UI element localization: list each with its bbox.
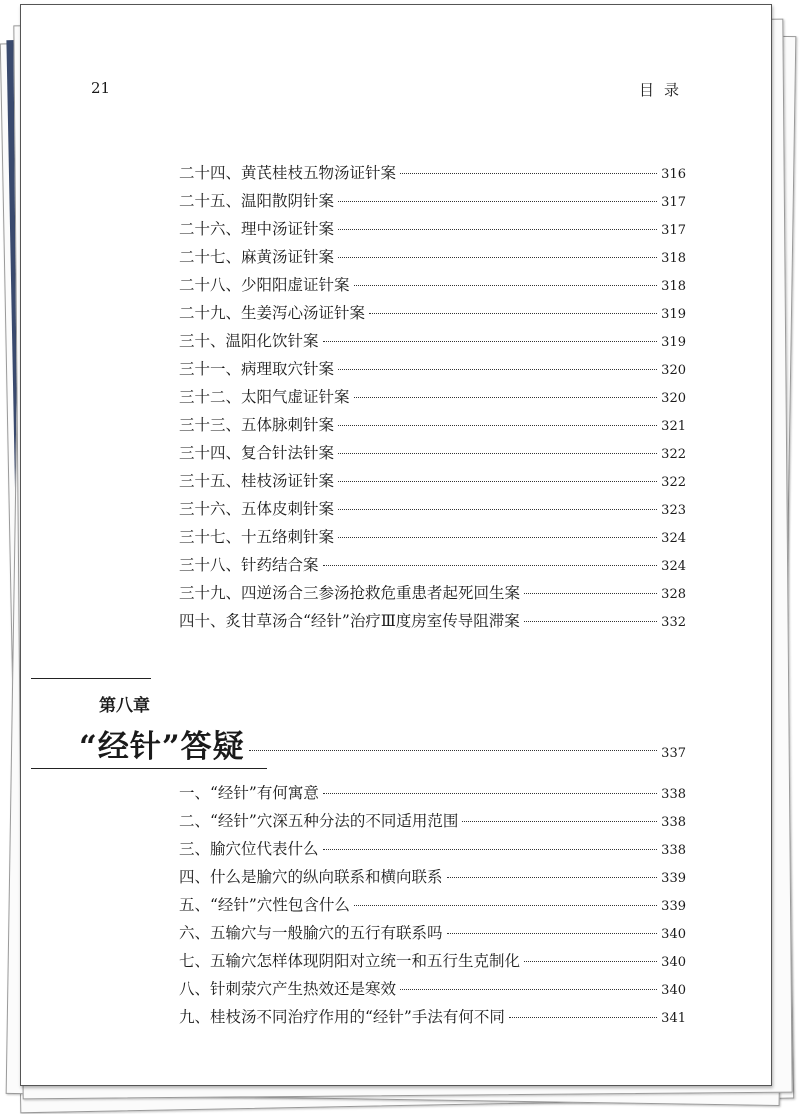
toc-entry-page: 338 — [661, 815, 686, 830]
toc-entry-page: 322 — [661, 447, 686, 462]
toc-entry-label: 八、针刺荥穴产生热效还是寒效 — [179, 980, 397, 998]
toc-entry — [179, 525, 686, 549]
leader-dots — [338, 509, 657, 510]
toc-entry — [179, 329, 686, 353]
toc-entry-label: 四十、炙甘草汤合“经针”治疗Ⅲ度房室传导阻滞案 — [179, 612, 520, 630]
chapter-page: 337 — [661, 746, 686, 761]
toc-entry-page: 316 — [661, 167, 686, 182]
toc-entry-label: 九、桂枝汤不同治疗作用的“经针”手法有何不同 — [179, 1008, 505, 1026]
toc-entry-label: 三十二、太阳气虚证针案 — [179, 388, 350, 406]
toc-entry-page: 340 — [661, 983, 686, 998]
toc-entry-page: 319 — [661, 307, 686, 322]
chapter-label: 第八章 — [99, 696, 150, 716]
toc-entry-label: 二十六、理中汤证针案 — [179, 220, 335, 238]
toc-entry-page: 341 — [661, 1011, 686, 1026]
toc-entry-label: 三十九、四逆汤合三参汤抢救危重患者起死回生案 — [179, 584, 521, 602]
toc-entry-page: 317 — [661, 195, 686, 210]
toc-entry — [179, 301, 686, 325]
leader-dots — [323, 565, 658, 566]
toc-entry-label: 三十七、十五络刺针案 — [179, 528, 335, 546]
toc-entry-page: 324 — [661, 531, 686, 546]
running-head: 目录 — [639, 81, 690, 99]
leader-dots — [524, 593, 657, 594]
toc-entry-page: 319 — [661, 335, 686, 350]
toc-entry — [179, 809, 686, 833]
leader-dots — [369, 313, 657, 314]
toc-entry-label: 二十七、麻黄汤证针案 — [179, 248, 335, 266]
leader-dots — [462, 821, 657, 822]
chapter-heading — [79, 721, 686, 765]
toc-entry — [179, 469, 686, 493]
toc-entry-label: 三十五、桂枝汤证针案 — [179, 472, 335, 490]
toc-entry-label: 二十九、生姜泻心汤证针案 — [179, 304, 366, 322]
toc-entry — [179, 497, 686, 521]
toc-entry-page: 340 — [661, 955, 686, 970]
toc-entry-label: 五、“经针”穴性包含什么 — [179, 896, 350, 914]
toc-entry-page: 323 — [661, 503, 686, 518]
toc-entry-label: 三十三、五体脉刺针案 — [179, 416, 335, 434]
toc-entry — [179, 413, 686, 437]
toc-entry-page: 339 — [661, 899, 686, 914]
toc-entry — [179, 1005, 686, 1029]
toc-entry — [179, 385, 686, 409]
toc-entry — [179, 273, 686, 297]
toc-entry — [179, 189, 686, 213]
toc-entry — [179, 781, 686, 805]
toc-entry — [179, 865, 686, 889]
leader-dots — [447, 877, 658, 878]
toc-entry-label: 二十八、少阳阳虚证针案 — [179, 276, 350, 294]
toc-entry-label: 七、五输穴怎样体现阴阳对立统一和五行生克制化 — [179, 952, 521, 970]
leader-dots — [338, 453, 657, 454]
book-page — [20, 4, 772, 1086]
leader-dots — [338, 481, 657, 482]
toc-entry — [179, 921, 686, 945]
toc-entry-label: 三十八、针药结合案 — [179, 556, 319, 574]
leader-dots — [338, 369, 657, 370]
leader-dots — [524, 621, 657, 622]
leader-dots — [447, 933, 658, 934]
leader-dots — [524, 961, 657, 962]
toc-entry-label: 三十一、病理取穴针案 — [179, 360, 335, 378]
toc-entry — [179, 609, 686, 633]
toc-entry — [179, 161, 686, 185]
toc-entry — [179, 949, 686, 973]
toc-entry-page: 332 — [661, 615, 686, 630]
toc-entry-page: 320 — [661, 363, 686, 378]
leader-dots — [338, 201, 657, 202]
toc-entry — [179, 217, 686, 241]
leader-dots — [354, 397, 658, 398]
leader-dots — [400, 173, 657, 174]
toc-entry-label: 一、“经针”有何寓意 — [179, 784, 319, 802]
toc-entry-page: 322 — [661, 475, 686, 490]
leader-dots — [323, 341, 658, 342]
chapter-rule-top — [31, 678, 151, 679]
leader-dots — [249, 750, 658, 751]
toc-entry — [179, 553, 686, 577]
leader-dots — [354, 285, 658, 286]
toc-entry-page: 317 — [661, 223, 686, 238]
leader-dots — [323, 849, 658, 850]
toc-entry — [179, 245, 686, 269]
toc-entry-page: 340 — [661, 927, 686, 942]
leader-dots — [338, 229, 657, 230]
chapter-rule-bottom — [31, 768, 267, 769]
leader-dots — [400, 989, 657, 990]
toc-entry — [179, 441, 686, 465]
leader-dots — [338, 537, 657, 538]
toc-entry-label: 二十五、温阳散阴针案 — [179, 192, 335, 210]
toc-entry — [179, 977, 686, 1001]
toc-entry-page: 328 — [661, 587, 686, 602]
toc-entry-label: 二十四、黄芪桂枝五物汤证针案 — [179, 164, 397, 182]
toc-entry-page: 320 — [661, 391, 686, 406]
leader-dots — [338, 425, 657, 426]
toc-entry — [179, 581, 686, 605]
toc-entry-label: 四、什么是腧穴的纵向联系和横向联系 — [179, 868, 443, 886]
toc-entry-label: 三十、温阳化饮针案 — [179, 332, 319, 350]
toc-entry-label: 二、“经针”穴深五种分法的不同适用范围 — [179, 812, 459, 830]
toc-entry-page: 321 — [661, 419, 686, 434]
toc-entry — [179, 837, 686, 861]
toc-entry-page: 324 — [661, 559, 686, 574]
toc-entry-page: 338 — [661, 787, 686, 802]
leader-dots — [509, 1017, 657, 1018]
toc-entry-label: 三十六、五体皮刺针案 — [179, 500, 335, 518]
toc-entry-page: 318 — [661, 251, 686, 266]
toc-entry-label: 三、腧穴位代表什么 — [179, 840, 319, 858]
toc-entry-label: 六、五输穴与一般腧穴的五行有联系吗 — [179, 924, 443, 942]
toc-entry-page: 318 — [661, 279, 686, 294]
leader-dots — [338, 257, 657, 258]
toc-entry-page: 338 — [661, 843, 686, 858]
toc-entry-page: 339 — [661, 871, 686, 886]
toc-entry — [179, 893, 686, 917]
leader-dots — [323, 793, 657, 794]
toc-entry — [179, 357, 686, 381]
chapter-title: “经针”答疑 — [79, 729, 245, 765]
toc-entry-label: 三十四、复合针法针案 — [179, 444, 335, 462]
page-number: 21 — [91, 79, 111, 97]
leader-dots — [354, 905, 657, 906]
